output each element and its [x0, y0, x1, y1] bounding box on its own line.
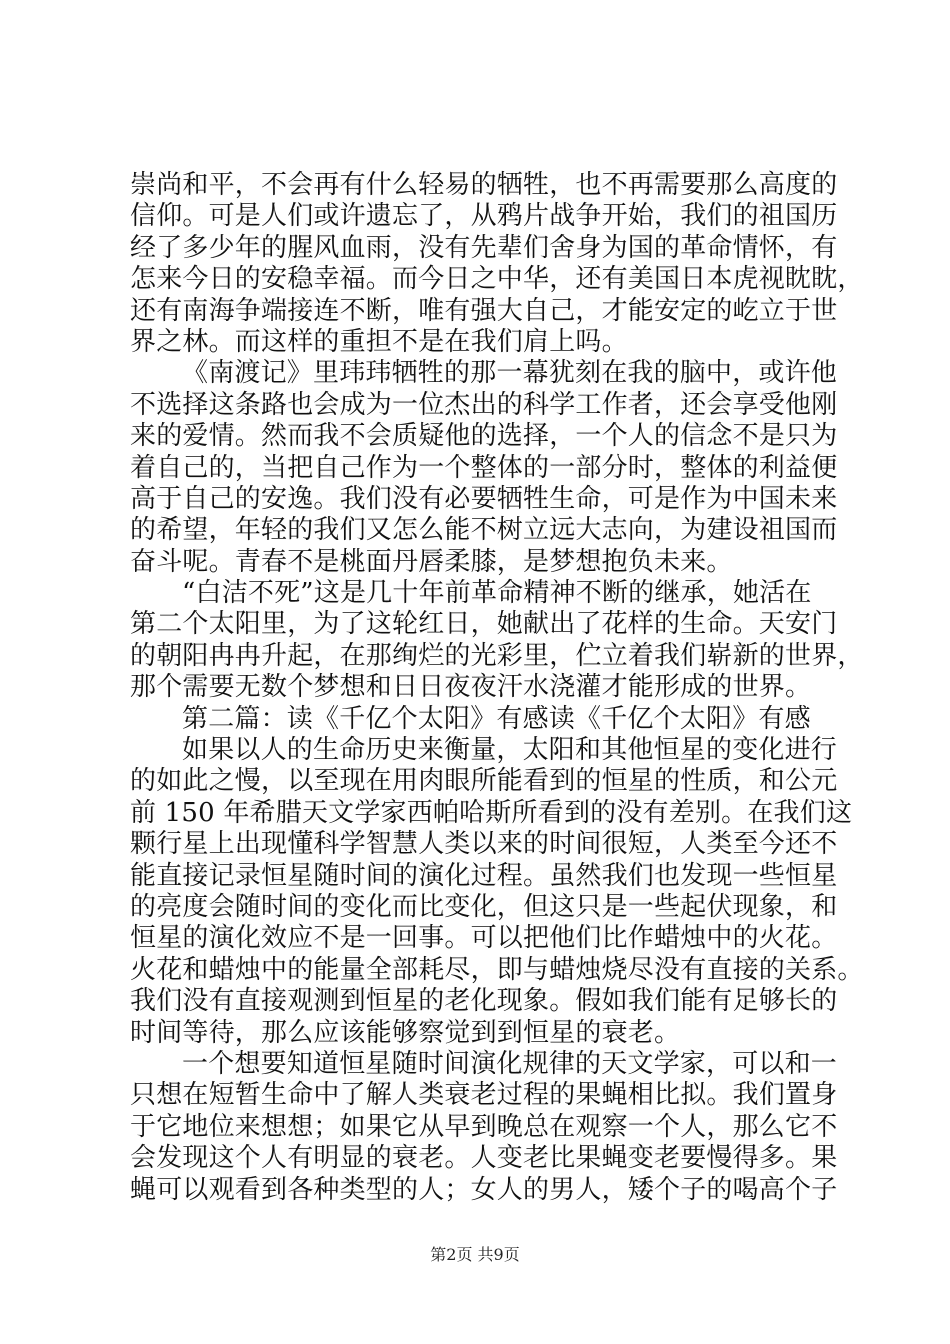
text-line: 奋斗呢。青春不是桃面丹唇柔膝，是梦想抱负未来。: [130, 546, 733, 577]
text-line: 第二篇：读《千亿个太阳》有感读《千亿个太阳》有感: [182, 703, 811, 734]
text-line: 如果以人的生命历史来衡量，太阳和其他恒星的变化进行: [182, 735, 838, 766]
text-line: 会发现这个人有明显的衰老。人变老比果蝇变老要慢得多。果: [130, 1143, 838, 1174]
text-line: 的亮度会随时间的变化而比变化，但这只是一些起伏现象，和: [130, 891, 838, 922]
text-line: 一个想要知道恒星随时间演化规律的天文学家，可以和一: [182, 1048, 838, 1079]
text-line: 的朝阳冉冉升起，在那绚烂的光彩里，伫立着我们崭新的世界，: [130, 640, 864, 671]
text-line: 还有南海争端接连不断，唯有强大自己，才能安定的屹立于世: [130, 295, 838, 326]
document-body: [130, 170, 864, 1206]
text-line: 崇尚和平，不会再有什么轻易的牺牲，也不再需要那么高度的: [130, 170, 838, 200]
text-line: 的如此之慢，以至现在用肉眼所能看到的恒星的性质，和公元: [130, 766, 838, 797]
text-line: “白洁不死”这是几十年前革命精神不断的继承，她活在: [182, 578, 812, 609]
page-footer: 第2页 共9页: [430, 1245, 520, 1264]
text-line: 来的爱情。然而我不会质疑他的选择，一个人的信念不是只为: [130, 421, 838, 452]
text-line: 经了多少年的腥风血雨，没有先辈们舍身为国的革命情怀，有: [130, 232, 838, 263]
text-line: 怎来今日的安稳幸福。而今日之中华，还有美国日本虎视眈眈，: [130, 264, 864, 295]
text-line: 那个需要无数个梦想和日日夜夜汗水浇灌才能形成的世界。: [130, 672, 812, 703]
text-line: 第二个太阳里，为了这轮红日，她献出了花样的生命。天安门: [130, 609, 838, 640]
text-line: 恒星的演化效应不是一回事。可以把他们比作蜡烛中的火花。: [130, 923, 838, 954]
text-line: 信仰。可是人们或许遗忘了，从鸦片战争开始，我们的祖国历: [130, 201, 838, 232]
text-line: 时间等待，那么应该能够察觉到到恒星的衰老。: [130, 1017, 681, 1048]
text-line: 界之林。而这样的重担不是在我们肩上吗。: [130, 326, 628, 357]
text-line: 我们没有直接观测到恒星的老化现象。假如我们能有足够长的: [130, 986, 838, 1017]
text-line: 《南渡记》里玮玮牺牲的那一幕犹刻在我的脑中，或许他: [182, 358, 838, 389]
text-line: 高于自己的安逸。我们没有必要牺牲生命，可是作为中国未来: [130, 483, 838, 514]
text-line: 的希望，年轻的我们又怎么能不树立远大志向，为建设祖国而: [130, 515, 838, 546]
text-line: 火花和蜡烛中的能量全部耗尽，即与蜡烛烧尽没有直接的关系。: [130, 954, 864, 985]
text-line: 只想在短暂生命中了解人类衰老过程的果蝇相比拟。我们置身: [130, 1080, 838, 1111]
text-line: 蝇可以观看到各种类型的人；女人的男人，矮个子的喝高个子: [130, 1174, 838, 1205]
text-line: 于它地位来想想；如果它从早到晚总在观察一个人，那么它不: [130, 1111, 838, 1142]
text-line: 能直接记录恒星随时间的演化过程。虽然我们也发现一些恒星: [130, 860, 838, 891]
text-line: 颗行星上出现懂科学智慧人类以来的时间很短，人类至今还不: [130, 829, 838, 860]
text-line: 着自己的，当把自己作为一个整体的一部分时，整体的利益便: [130, 452, 838, 483]
text-line: 不选择这条路也会成为一位杰出的科学工作者，还会享受他刚: [130, 389, 838, 420]
text-line: 前 150 年希腊天文学家西帕哈斯所看到的没有差别。在我们这: [130, 797, 853, 828]
